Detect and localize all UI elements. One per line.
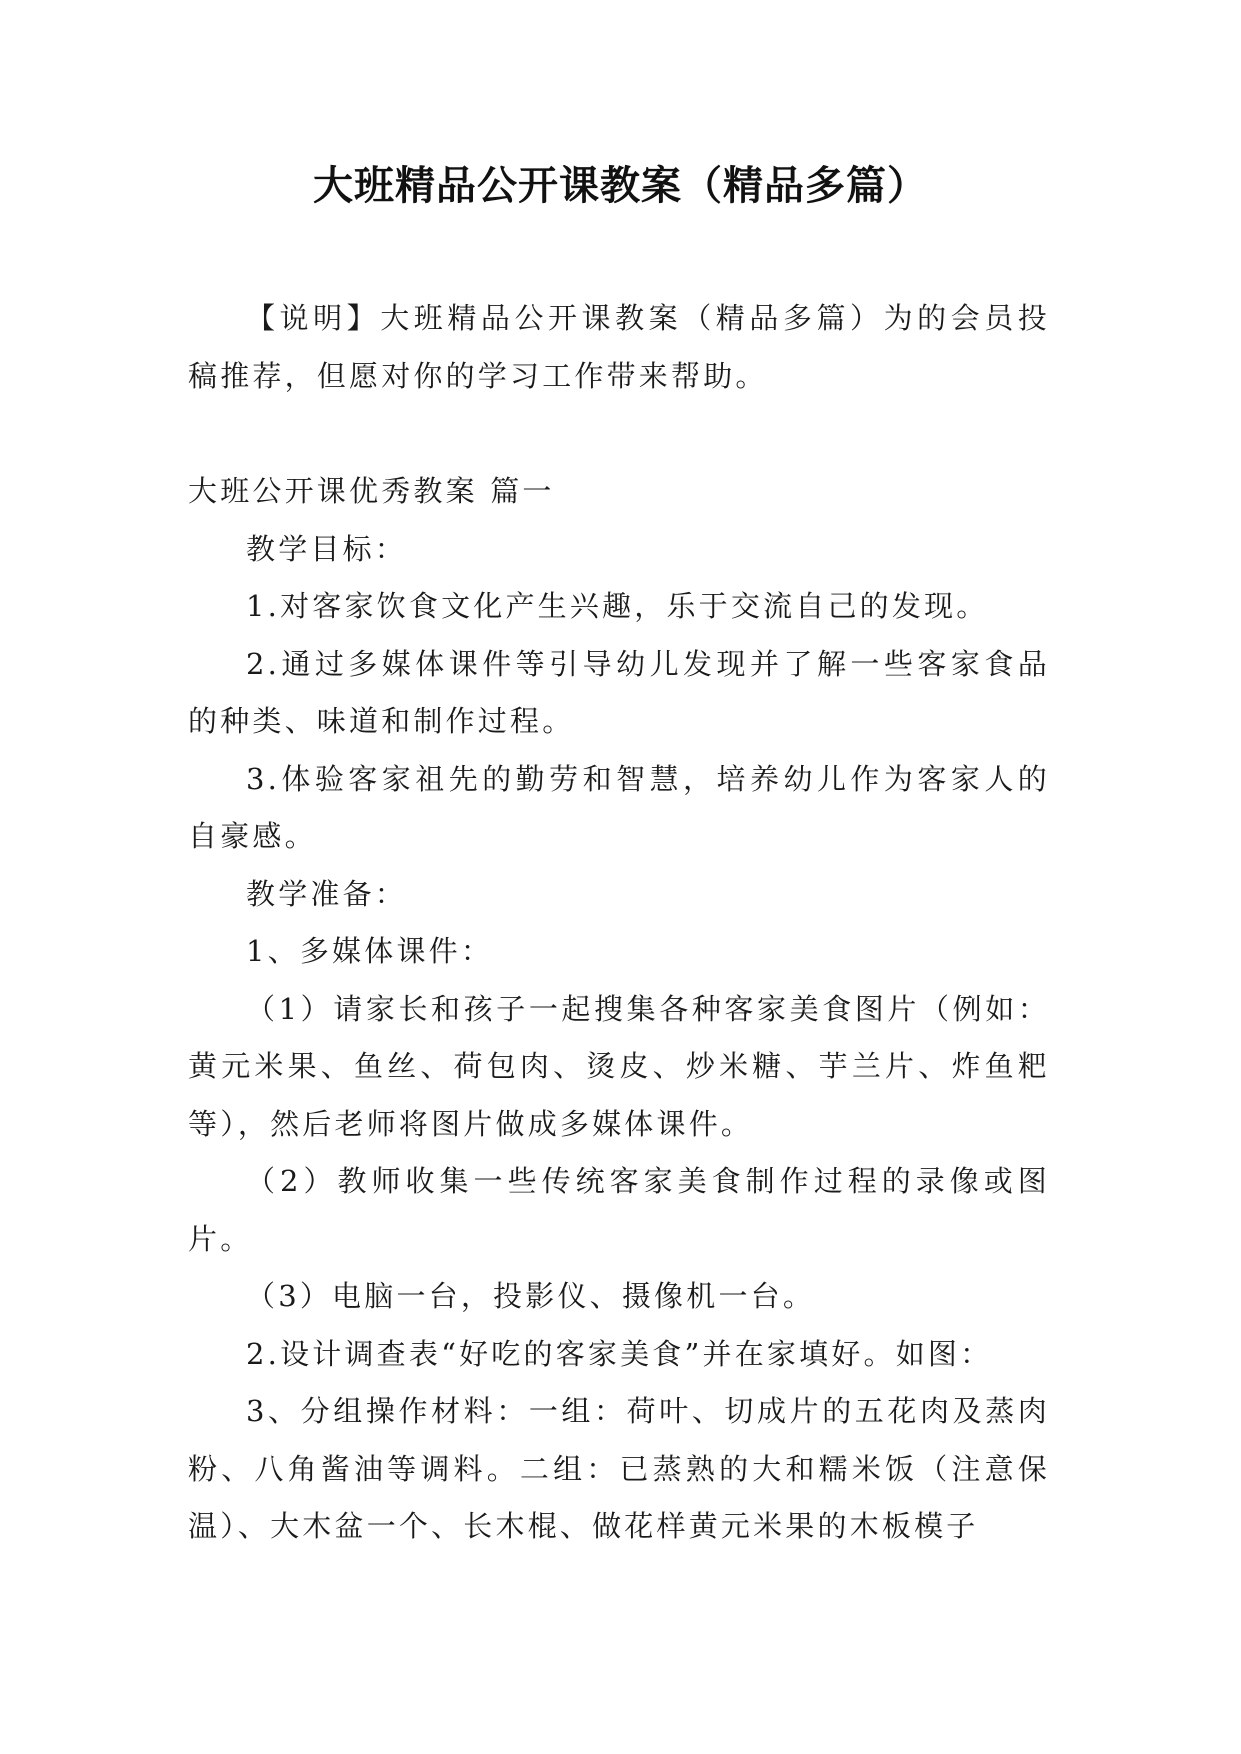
prep-item: 1、多媒体课件： [246,934,494,968]
section-heading: 大班公开课优秀教案 篇一 [188,474,555,508]
document-title: 大班精品公开课教案（精品多篇） [313,163,928,209]
goal-item: 3.体验客家祖先的勤劳和智慧，培养幼儿作为客家人的自豪感。 [188,761,1050,853]
document-body [188,290,1050,1556]
goal-item: 2.通过多媒体课件等引导幼儿发现并了解一些客家食品的种类、味道和制作过程。 [188,646,1050,738]
prep-subitem: （2）教师收集一些传统客家美食制作过程的录像或图片。 [188,1164,1050,1256]
prep-item: 3、分组操作材料：一组：荷叶、切成片的五花肉及蒸肉粉、八角酱油等调料。二组：已蒸熟的大和糯米饭（注意保温）、大木盆一个、长木棍、做花样黄元米果的木板模子 [188,1394,1050,1543]
prep-subitem: （3）电脑一台，投影仪、摄像机一台。 [246,1279,816,1313]
description-paragraph: 【说明】大班精品公开课教案（精品多篇）为的会员投稿推荐，但愿对你的学习工作带来帮助。 [188,301,1050,393]
teaching-prep-heading: 教学准备： [246,876,408,911]
prep-subitem: （1）请家长和孩子一起搜集各种客家美食图片（例如：黄元米果、鱼丝、荷包肉、烫皮、炒米糖、芋兰片、炸鱼粑等），然后老师将图片做成多媒体课件。 [188,991,1050,1141]
goal-item: 1.对客家饮食文化产生兴趣，乐于交流自己的发现。 [246,589,989,623]
prep-item: 2.设计调查表“好吃的客家美食”并在家填好。如图： [246,1336,993,1371]
teaching-goals-heading: 教学目标： [246,531,408,566]
